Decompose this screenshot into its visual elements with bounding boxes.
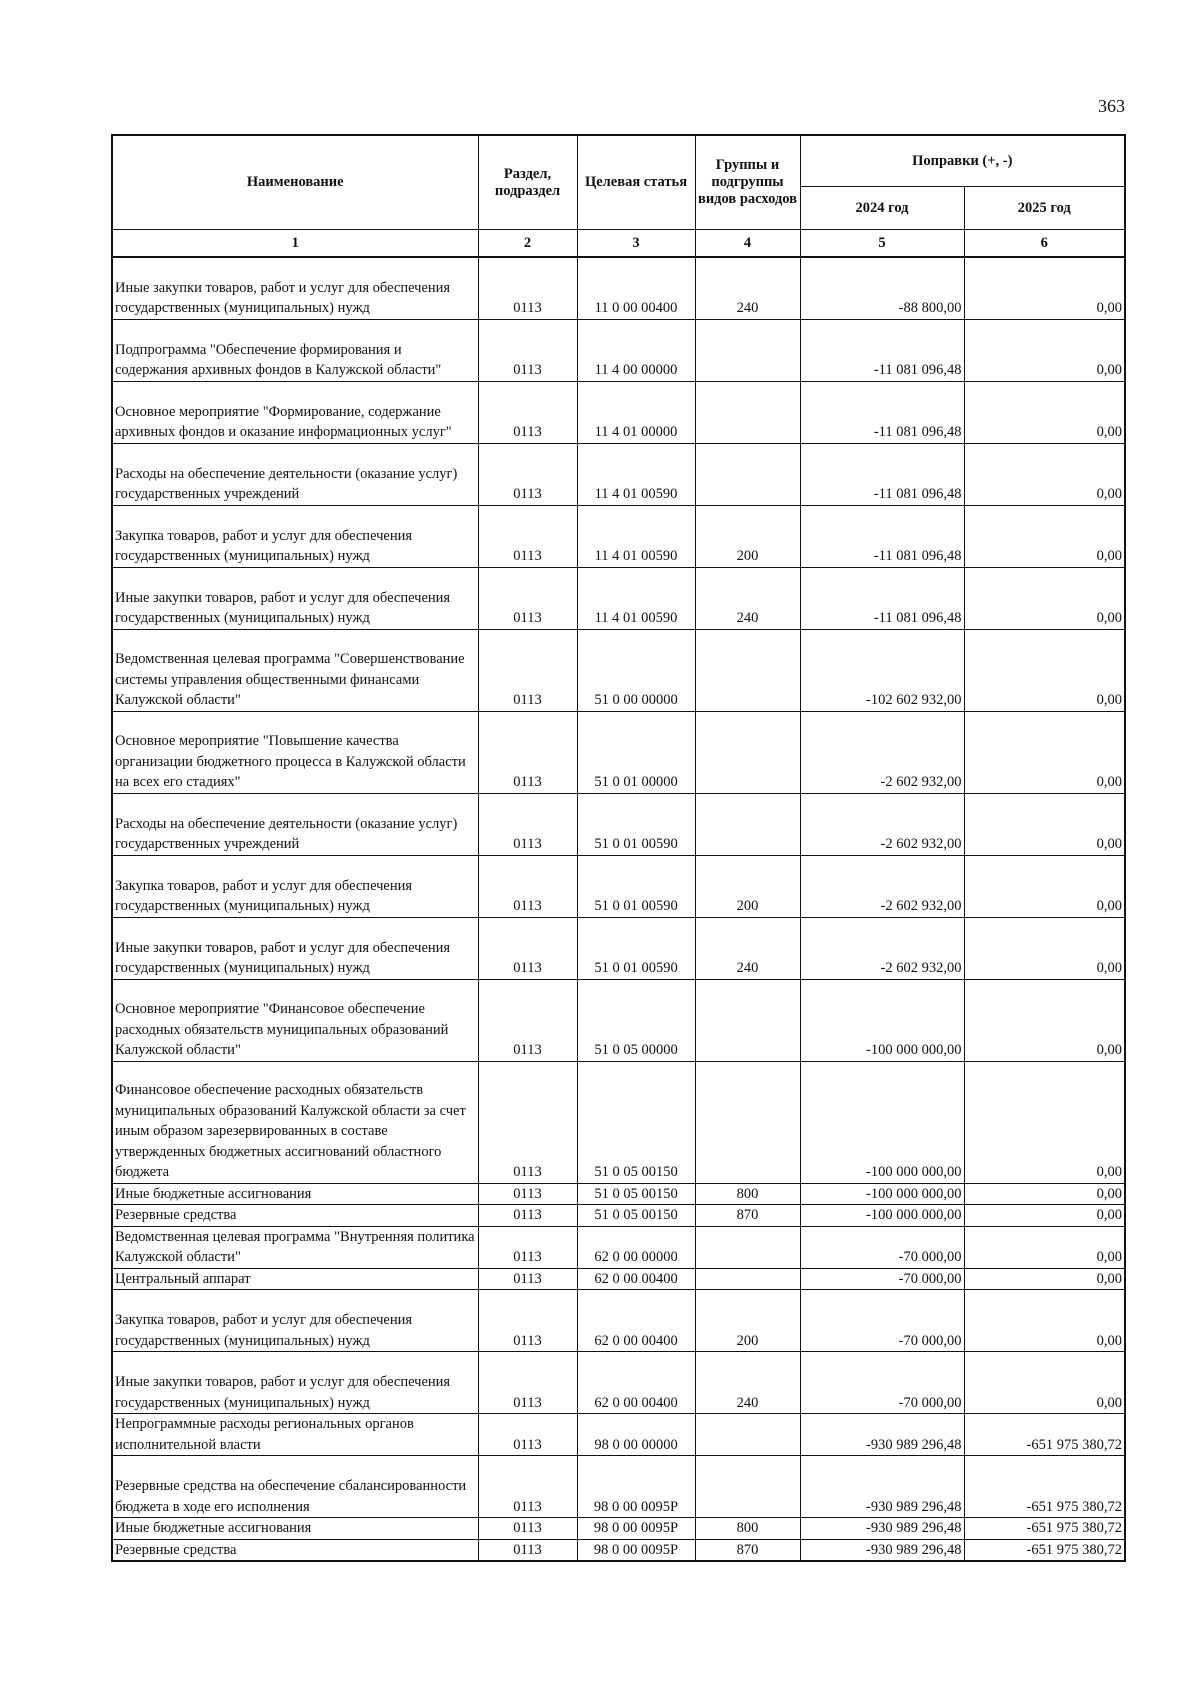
column-number: 5 (800, 230, 964, 258)
row-section: 0113 (478, 381, 577, 443)
row-name: Резервные средства (112, 1205, 478, 1227)
row-target-article: 62 0 00 00400 (577, 1352, 695, 1414)
row-name: Закупка товаров, работ и услуг для обеспечения государственных (муниципальных) нужд (112, 505, 478, 567)
table-row (112, 711, 1125, 793)
table-row (112, 917, 1125, 979)
row-expense-group: 870 (695, 1539, 800, 1561)
row-section: 0113 (478, 793, 577, 855)
row-amount-2025: 0,00 (964, 1205, 1125, 1227)
row-amount-2025: 0,00 (964, 711, 1125, 793)
column-number: 3 (577, 230, 695, 258)
row-section: 0113 (478, 711, 577, 793)
row-expense-group (695, 319, 800, 381)
table-row (112, 1518, 1125, 1540)
row-target-article: 11 4 01 00590 (577, 443, 695, 505)
table-row (112, 1226, 1125, 1268)
row-expense-group (695, 629, 800, 711)
row-target-article: 51 0 01 00000 (577, 711, 695, 793)
row-amount-2024: -2 602 932,00 (800, 917, 964, 979)
row-name: Иные закупки товаров, работ и услуг для обеспечения государственных (муниципальных) нужд (112, 257, 478, 319)
row-amount-2025: 0,00 (964, 855, 1125, 917)
row-section: 0113 (478, 629, 577, 711)
row-expense-group: 870 (695, 1205, 800, 1227)
row-amount-2025: -651 975 380,72 (964, 1518, 1125, 1540)
row-name: Расходы на обеспечение деятельности (оказание услуг) государственных учреждений (112, 793, 478, 855)
row-name: Иные бюджетные ассигнования (112, 1518, 478, 1540)
row-amount-2024: -930 989 296,48 (800, 1414, 964, 1456)
row-section: 0113 (478, 1456, 577, 1518)
row-name: Ведомственная целевая программа "Совершенствование системы управления общественными финансами Калужской области" (112, 629, 478, 711)
row-section: 0113 (478, 1539, 577, 1561)
row-expense-group: 200 (695, 855, 800, 917)
row-name: Непрограммные расходы региональных органов исполнительной власти (112, 1414, 478, 1456)
row-section: 0113 (478, 257, 577, 319)
table-row (112, 381, 1125, 443)
row-amount-2024: -70 000,00 (800, 1268, 964, 1290)
row-target-article: 51 0 05 00150 (577, 1205, 695, 1227)
row-section: 0113 (478, 1268, 577, 1290)
column-number: 6 (964, 230, 1125, 258)
row-expense-group (695, 1414, 800, 1456)
row-section: 0113 (478, 505, 577, 567)
row-target-article: 11 4 01 00590 (577, 505, 695, 567)
row-expense-group (695, 979, 800, 1061)
table-row (112, 979, 1125, 1061)
row-amount-2024: -11 081 096,48 (800, 381, 964, 443)
row-amount-2025: 0,00 (964, 443, 1125, 505)
header-name: Наименование (112, 135, 478, 230)
table-row (112, 1352, 1125, 1414)
row-target-article: 62 0 00 00400 (577, 1290, 695, 1352)
page-number: 363 (1098, 96, 1125, 116)
row-amount-2025: 0,00 (964, 1290, 1125, 1352)
row-target-article: 98 0 00 0095Р (577, 1539, 695, 1561)
row-amount-2024: -100 000 000,00 (800, 1061, 964, 1183)
row-name: Иные закупки товаров, работ и услуг для обеспечения государственных (муниципальных) нужд (112, 917, 478, 979)
row-expense-group: 240 (695, 567, 800, 629)
budget-amendments-table (111, 134, 1126, 1562)
row-name: Расходы на обеспечение деятельности (оказание услуг) государственных учреждений (112, 443, 478, 505)
row-amount-2024: -930 989 296,48 (800, 1518, 964, 1540)
row-name: Центральный аппарат (112, 1268, 478, 1290)
row-target-article: 51 0 01 00590 (577, 917, 695, 979)
row-target-article: 51 0 01 00590 (577, 793, 695, 855)
row-expense-group (695, 711, 800, 793)
row-target-article: 62 0 00 00000 (577, 1226, 695, 1268)
row-section: 0113 (478, 1414, 577, 1456)
row-expense-group: 240 (695, 257, 800, 319)
row-amount-2024: -100 000 000,00 (800, 1183, 964, 1205)
row-amount-2024: -930 989 296,48 (800, 1539, 964, 1561)
row-amount-2025: 0,00 (964, 505, 1125, 567)
row-section: 0113 (478, 443, 577, 505)
row-expense-group: 240 (695, 1352, 800, 1414)
table-row (112, 855, 1125, 917)
column-number: 2 (478, 230, 577, 258)
row-section: 0113 (478, 1061, 577, 1183)
row-name: Подпрограмма "Обеспечение формирования и содержания архивных фондов в Калужской области" (112, 319, 478, 381)
row-amount-2024: -11 081 096,48 (800, 567, 964, 629)
row-name: Основное мероприятие "Формирование, содержание архивных фондов и оказание информационных услуг" (112, 381, 478, 443)
table-row (112, 567, 1125, 629)
row-name: Резервные средства на обеспечение сбалансированности бюджета в ходе его исполнения (112, 1456, 478, 1518)
row-target-article: 11 4 01 00590 (577, 567, 695, 629)
header-target: Целевая статья (577, 135, 695, 230)
table-row (112, 1183, 1125, 1205)
row-amount-2025: 0,00 (964, 917, 1125, 979)
row-amount-2025: 0,00 (964, 1226, 1125, 1268)
row-expense-group: 240 (695, 917, 800, 979)
row-target-article: 51 0 05 00000 (577, 979, 695, 1061)
row-expense-group (695, 381, 800, 443)
row-amount-2025: 0,00 (964, 257, 1125, 319)
row-amount-2024: -11 081 096,48 (800, 319, 964, 381)
row-amount-2024: -70 000,00 (800, 1352, 964, 1414)
row-amount-2024: -70 000,00 (800, 1226, 964, 1268)
row-section: 0113 (478, 319, 577, 381)
table-row (112, 1290, 1125, 1352)
table-row (112, 1456, 1125, 1518)
column-number: 4 (695, 230, 800, 258)
row-expense-group (695, 1268, 800, 1290)
row-amount-2025: 0,00 (964, 793, 1125, 855)
row-expense-group: 800 (695, 1183, 800, 1205)
row-expense-group: 200 (695, 1290, 800, 1352)
row-target-article: 98 0 00 0095Р (577, 1456, 695, 1518)
row-target-article: 98 0 00 00000 (577, 1414, 695, 1456)
row-section: 0113 (478, 1290, 577, 1352)
row-amount-2025: 0,00 (964, 1352, 1125, 1414)
table-row (112, 1268, 1125, 1290)
row-section: 0113 (478, 979, 577, 1061)
row-target-article: 62 0 00 00400 (577, 1268, 695, 1290)
table-row (112, 443, 1125, 505)
row-amount-2025: 0,00 (964, 1268, 1125, 1290)
row-amount-2024: -100 000 000,00 (800, 979, 964, 1061)
row-amount-2024: -100 000 000,00 (800, 1205, 964, 1227)
row-name: Иные бюджетные ассигнования (112, 1183, 478, 1205)
row-target-article: 11 4 00 00000 (577, 319, 695, 381)
table-row (112, 793, 1125, 855)
row-section: 0113 (478, 855, 577, 917)
row-section: 0113 (478, 1518, 577, 1540)
row-amount-2025: 0,00 (964, 1183, 1125, 1205)
table-row (112, 1205, 1125, 1227)
row-expense-group (695, 793, 800, 855)
row-name: Основное мероприятие "Финансовое обеспечение расходных обязательств муниципальных образований Калужской области" (112, 979, 478, 1061)
row-name: Финансовое обеспечение расходных обязательств муниципальных образований Калужской области за счет иным образом зарезервированных в составе утвержденных бюджетных ассигнований областного бюджета (112, 1061, 478, 1183)
header-year-2024: 2024 год (800, 187, 964, 230)
row-amount-2025: -651 975 380,72 (964, 1456, 1125, 1518)
table-row (112, 319, 1125, 381)
header-year-2025: 2025 год (964, 187, 1125, 230)
row-expense-group: 800 (695, 1518, 800, 1540)
row-amount-2025: 0,00 (964, 319, 1125, 381)
table-row (112, 505, 1125, 567)
row-expense-group (695, 1226, 800, 1268)
row-amount-2024: -70 000,00 (800, 1290, 964, 1352)
row-target-article: 51 0 05 00150 (577, 1061, 695, 1183)
column-number: 1 (112, 230, 478, 258)
row-name: Ведомственная целевая программа "Внутренняя политика Калужской области" (112, 1226, 478, 1268)
header-amendments: Поправки (+, -) (800, 135, 1125, 187)
row-target-article: 51 0 05 00150 (577, 1183, 695, 1205)
row-section: 0113 (478, 1226, 577, 1268)
header-groups: Группы и подгруппы видов расходов (695, 135, 800, 230)
row-amount-2025: 0,00 (964, 979, 1125, 1061)
row-name: Основное мероприятие "Повышение качества организации бюджетного процесса в Калужской области на всех его стадиях" (112, 711, 478, 793)
table-row (112, 1414, 1125, 1456)
table-row (112, 629, 1125, 711)
row-target-article: 98 0 00 0095Р (577, 1518, 695, 1540)
row-target-article: 51 0 01 00590 (577, 855, 695, 917)
row-amount-2024: -2 602 932,00 (800, 793, 964, 855)
row-name: Резервные средства (112, 1539, 478, 1561)
row-section: 0113 (478, 567, 577, 629)
row-expense-group (695, 1456, 800, 1518)
row-name: Закупка товаров, работ и услуг для обеспечения государственных (муниципальных) нужд (112, 855, 478, 917)
row-name: Закупка товаров, работ и услуг для обеспечения государственных (муниципальных) нужд (112, 1290, 478, 1352)
row-amount-2025: -651 975 380,72 (964, 1539, 1125, 1561)
row-target-article: 11 0 00 00400 (577, 257, 695, 319)
header-section: Раздел, подраздел (478, 135, 577, 230)
row-target-article: 51 0 00 00000 (577, 629, 695, 711)
row-amount-2024: -2 602 932,00 (800, 855, 964, 917)
row-amount-2024: -11 081 096,48 (800, 505, 964, 567)
row-amount-2024: -102 602 932,00 (800, 629, 964, 711)
row-amount-2025: 0,00 (964, 629, 1125, 711)
table-row (112, 1539, 1125, 1561)
row-section: 0113 (478, 917, 577, 979)
row-amount-2024: -88 800,00 (800, 257, 964, 319)
row-amount-2024: -930 989 296,48 (800, 1456, 964, 1518)
row-section: 0113 (478, 1205, 577, 1227)
row-expense-group (695, 443, 800, 505)
row-amount-2025: 0,00 (964, 381, 1125, 443)
row-expense-group: 200 (695, 505, 800, 567)
row-section: 0113 (478, 1183, 577, 1205)
row-amount-2024: -11 081 096,48 (800, 443, 964, 505)
table-row (112, 1061, 1125, 1183)
row-amount-2024: -2 602 932,00 (800, 711, 964, 793)
table-row (112, 257, 1125, 319)
row-amount-2025: -651 975 380,72 (964, 1414, 1125, 1456)
row-section: 0113 (478, 1352, 577, 1414)
row-amount-2025: 0,00 (964, 1061, 1125, 1183)
row-name: Иные закупки товаров, работ и услуг для обеспечения государственных (муниципальных) нужд (112, 567, 478, 629)
row-expense-group (695, 1061, 800, 1183)
row-amount-2025: 0,00 (964, 567, 1125, 629)
row-name: Иные закупки товаров, работ и услуг для обеспечения государственных (муниципальных) нужд (112, 1352, 478, 1414)
row-target-article: 11 4 01 00000 (577, 381, 695, 443)
